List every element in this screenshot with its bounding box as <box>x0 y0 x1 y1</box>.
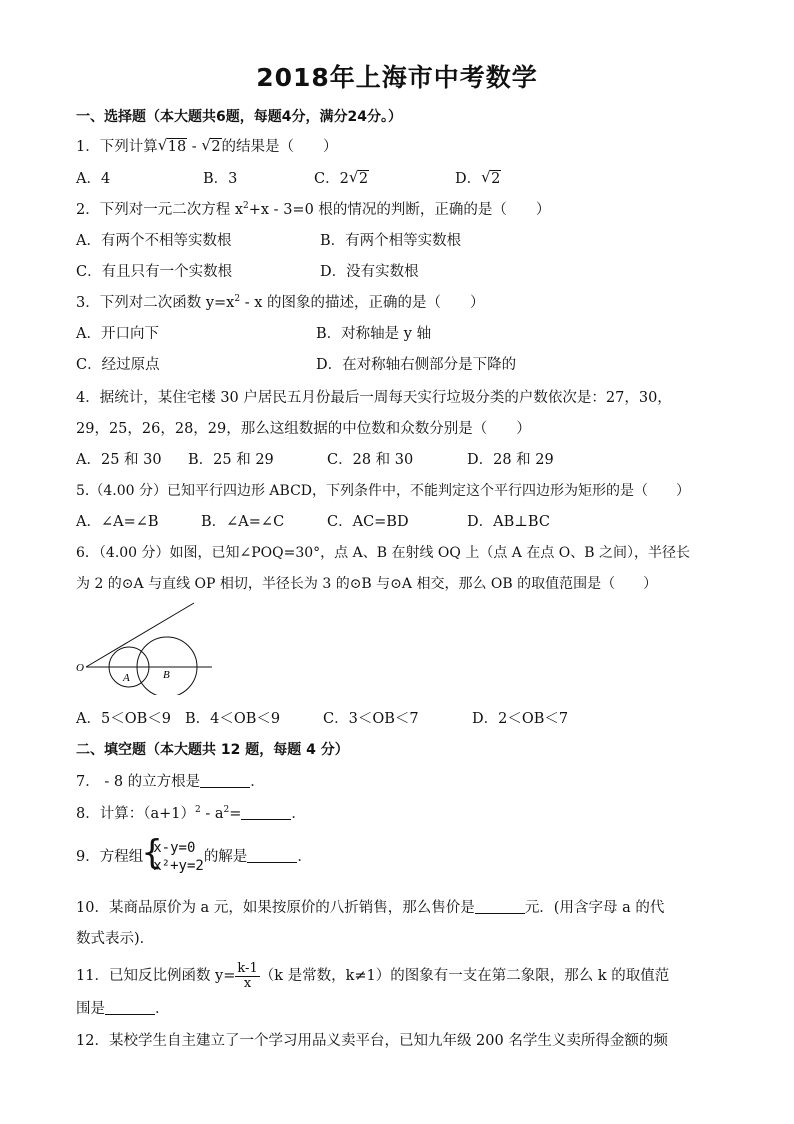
q1-option-c: C．2 √ 2 <box>314 168 369 187</box>
question-6-line2: 为 2 的⊙A 与直线 OP 相切，半径长为 3 的⊙B 与⊙A 相交，那么 OB 的取值范围是（ ） <box>76 576 658 592</box>
q6-option-b: B．4＜OB＜9 <box>185 711 281 727</box>
fraction: $\frac{k-1}{x}$ <box>237 960 258 991</box>
answer-blank[interactable] <box>475 899 525 914</box>
q3-option-d: D．在对称轴右侧部分是下降的 <box>316 357 517 373</box>
question-8: 8．计算：$(a+1)^2 - a^2=$ ． <box>76 805 306 822</box>
q4-option-b: B．25 和 29 <box>188 452 274 468</box>
question-7: 7． - 8 的立方根是 ． <box>76 774 265 790</box>
q5-option-a: A．∠A=∠B <box>76 514 159 530</box>
q6-figure <box>76 595 236 695</box>
q2-option-d: D．没有实数根 <box>320 264 419 280</box>
sqrt-18: √ 18 <box>157 136 187 155</box>
q5-option-b: B．∠A=∠C <box>201 514 285 530</box>
q2-option-b: B．有两个相等实数根 <box>320 233 462 249</box>
answer-blank[interactable] <box>241 805 291 820</box>
q5-option-c: C．AC=BD <box>327 514 409 530</box>
question-10-line1: 10．某商品原价为 a 元，如果按原价的八折销售，那么售价是 元．(用含字母 a 的代 <box>76 900 665 916</box>
q1-option-b: B．3 <box>203 171 238 187</box>
label-a: A <box>123 672 130 684</box>
question-9: 9．方程组 { x-y=0 x²+y=2 的解是 ． <box>76 833 312 874</box>
answer-blank[interactable] <box>200 773 250 788</box>
question-3: 3．下列对二次函数 $y=x^2 - x$ 的图象的描述，正确的是（ ） <box>76 294 485 311</box>
question-6-line1: 6．（4.00 分）如图，已知∠POQ=30°，点 A、B 在射线 OQ 上（点 A 在点 O、B 之间），半径长 <box>76 545 691 561</box>
question-5: 5.（4.00 分）已知平行四边形 ABCD，下列条件中，不能判定这个平行四边形为矩形的是（ ） <box>76 483 691 499</box>
label-b: B <box>163 669 170 681</box>
q2-option-a: A．有两个不相等实数根 <box>76 233 232 249</box>
q5-option-d: D．AB⊥BC <box>467 514 550 530</box>
question-2: 2．下列对一元二次方程 $x^2+x - 3=0$ 根的情况的判断，正确的是（ ） <box>76 201 551 218</box>
question-4-line1: 4．据统计，某住宅楼 30 户居民五月份最后一周每天实行垃圾分类的户数依次是：27，30， <box>76 390 672 406</box>
q4-option-a: A．25 和 30 <box>76 452 162 468</box>
q4-option-c: C．28 和 30 <box>327 452 414 468</box>
q1-option-d: D． √ 2 <box>455 168 501 187</box>
question-1: 1．下列计算 √ 18 - √ 2的结果是（ ） <box>76 136 338 155</box>
q6-option-a: A．5＜OB＜9 <box>76 711 171 727</box>
q3-option-c: C．经过原点 <box>76 357 160 373</box>
question-11-line2: 围是 ． <box>76 1001 170 1017</box>
q6-option-d: D．2＜OB＜7 <box>472 711 569 727</box>
q1-option-a: A．4 <box>76 171 111 187</box>
q4-option-d: D．28 和 29 <box>467 452 554 468</box>
question-10-line2: 数式表示)． <box>76 931 155 947</box>
answer-blank[interactable] <box>105 1000 155 1015</box>
q3-option-a: A．开口向下 <box>76 326 159 342</box>
question-4-line2: 29，25，26，28，29，那么这组数据的中位数和众数分别是（ ） <box>76 421 531 437</box>
section1-heading: 一、选择题（本大题共6题，每题4分，满分24分。） <box>76 109 402 125</box>
circle-b <box>137 637 197 695</box>
q2-option-c: C．有且只有一个实数根 <box>76 264 233 280</box>
sqrt-2: √ 2 <box>201 136 221 155</box>
q6-option-c: C．3＜OB＜7 <box>323 711 419 727</box>
question-11: 11．已知反比例函数 y= $\frac{k-1}{x}$ （k 是常数，k≠1）的图象有一支在第二象限，那么 k 的取值范 <box>76 960 670 991</box>
label-o: O <box>76 662 84 674</box>
section2-heading: 二、填空题（本大题共 12 题，每题 4 分） <box>76 742 349 758</box>
q3-option-b: B．对称轴是 y 轴 <box>316 326 432 342</box>
question-12-line1: 12．某校学生自主建立了一个学习用品义卖平台，已知九年级 200 名学生义卖所得金额的频 <box>76 1033 668 1049</box>
ray-op <box>86 603 194 667</box>
page-title: 2018年上海市中考数学 <box>256 63 538 92</box>
equation-system: { x-y=0 x²+y=2 <box>141 833 204 874</box>
answer-blank[interactable] <box>247 848 297 863</box>
